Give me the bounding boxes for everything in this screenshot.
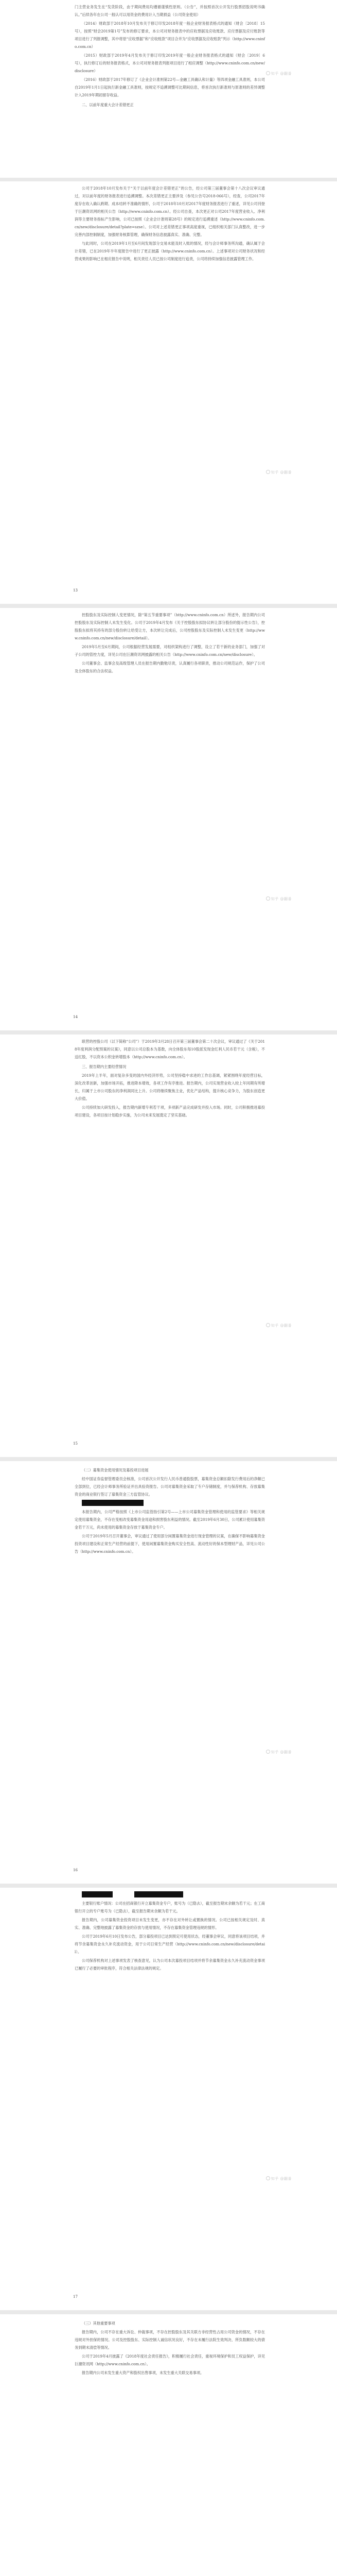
paragraph: 门主营业务发生在“发货阶段，由于期间费用均遵循谨慎性原则。（公告”，并按照首次公开发行股票招股说明书确认。”后续各年在公司一般认可以用资金的费用计入当期损益（公司资金使用） <box>75 5 265 17</box>
page-number: 17 <box>73 2295 78 2299</box>
page-number: 15 <box>73 1442 78 1446</box>
section-heading: （三）其他重要事项 <box>82 2321 115 2326</box>
zhihu-watermark-icon <box>266 2176 270 2180</box>
watermark-text: 知乎 @翻番 <box>271 2177 292 2181</box>
watermark <box>266 71 292 76</box>
section-heading: 三、报告期内主要经营情况 <box>82 1064 127 1069</box>
section-heading: （二）募集资金使用情况及募投项目进展 <box>82 1468 149 1472</box>
watermark-text: 知乎 @翻番 <box>271 470 292 474</box>
document-page <box>0 0 337 178</box>
watermark <box>266 1323 292 1328</box>
paragraph: 经中国证券监督管理委员会核准，公司首次公开发行人民币普通股股票，募集资金总额扣除发行费用后的净额已全部到位，已经会计师事务所验证并出具验资报告。公司对募集资金采取了专户存储制度，并与保荐机构、存放募集资金的商业银行签订了募集资金三方监管协议。 <box>75 1477 265 1497</box>
paragraph: （2014）财政部于2018年10月发布关于修订印发2018年度一般企业财务报表格式的通知（财会〔2018〕15号），按照“财会2019第1号”发布的修订要求，本公司对财务报表中的应收票据及应收账款、应付票据及应付账款等项目进行了列报调整，其中将原“应收票据”和“应收账款”项目合并为“应收票据及应收账款”列示（http://www.cninfo.com.cn） <box>75 21 265 49</box>
document-page <box>0 1888 337 2310</box>
page-number: 13 <box>73 588 78 592</box>
paragraph: 公司于2019年6月10日发布公告，部分募投项目已达到预定可使用状态，经董事会审议，同意将该项目结项，并将节余募集资金永久补充流动资金，用于公司日常生产经营（http://www.cninfo.com.cn/new/disclosure/detail）。 <box>75 1934 265 1954</box>
paragraph: 联营的控股公司（以下简称“公司”）于2019年3月28日召开第三届董事会第二十次会议，审议通过了《关于2018年度利润分配预案的议案》，同意以公司总股本为基数，向全体股东每10股派发现金红利人民币若干元（含税），不送红股，不以资本公积金转增股本（http://www.cninfo.com.cn）。 <box>75 1039 265 1059</box>
watermark <box>266 470 292 475</box>
watermark-text: 知乎 @翻番 <box>271 72 292 76</box>
zhihu-watermark-icon <box>266 470 270 474</box>
document-page <box>0 1035 337 1457</box>
paragraph: （2016）财政部于2017年修订了《企业会计准则第22号—金融工具确认和计量》等四项金融工具准则，本公司自2019年1月1日起执行新金融工具准则，按规定不追溯调整可比期间信息，将首次执行新准则与原准则的差异调整计入2019年期初留存收益。 <box>75 77 265 97</box>
redacted-block <box>134 1891 183 1897</box>
document-page <box>0 1461 337 1884</box>
paragraph: 报告期内公司未发生重大资产和股权出售事项，未发生重大关联交易事项。 <box>82 2370 204 2375</box>
paragraph: 2019年5月至6月期间，公司根据经营发展需要，对组织架构进行了调整，设立了若干新的业务部门，加强了对子公司的管控力度，详见公司在巨潮资讯网披露的相关公告（http://www.cninfo.com.cn/new/disclosure）。 <box>75 645 265 657</box>
redacted-block <box>82 1500 144 1506</box>
watermark <box>266 1750 292 1755</box>
paragraph: 公司保荐机构对上述事项发表了核查意见，认为公司本次募投项目结项并将节余募集资金永久补充流动资金事项已履行了必要的审批程序，符合相关法律法规的规定。 <box>75 1958 265 1971</box>
paragraph: 公司董事会、监事会及高级管理人员在报告期内勤勉尽责，认真履行各项职责，推动公司规范运作，保护了公司及全体股东的合法权益。 <box>75 661 265 673</box>
watermark-text: 知乎 @翻番 <box>271 897 292 901</box>
watermark <box>266 896 292 902</box>
watermark <box>266 2176 292 2181</box>
watermark-text: 知乎 @翻番 <box>271 1324 292 1328</box>
paragraph: 公司于2019年5月召开董事会，审议通过了使用部分闲置募集资金进行现金管理的议案，在确保不影响募集资金投资项目建设和正常生产经营的前提下，使用闲置募集资金购买安全性高、流动性好的保本型理财产品，详见公司公告（http://www.cninfo.com.cn）。 <box>75 1534 265 1554</box>
paragraph <box>75 1499 265 1507</box>
page-number: 16 <box>73 1868 78 1872</box>
document-page <box>0 2314 337 2576</box>
paragraph: 公司持续加大研发投入，报告期内新增专利若干项，多项新产品完成研发并投入市场。同时，公司积极推进募投项目建设，各项目按计划稳步实施，为公司未来发展奠定了坚实基础。 <box>75 1105 265 1117</box>
paragraph: 主要银行账户情况：公司在招商银行开立募集资金专户，账号为（已隐去），截至报告期末余额为若干元；在工商银行开立的专户账号为（已隐去），截至报告期末余额为若干元。 <box>75 1901 265 1913</box>
document-page <box>0 608 337 1030</box>
paragraph: 本报告期内，公司严格按照《上市公司监管指引第2号——上市公司募集资金管理和使用的监管要求》等相关规定使用募集资金，不存在变相改变募集资金用途和损害股东利益的情况。截至2019年6月30日，公司累计使用募集资金若干万元，尚未使用的募集资金存放于募集资金专户。 <box>75 1510 265 1530</box>
paragraph: 公司于2019年4月披露了《2018年度社会责任报告》，积极履行社会责任，重视环境保护和员工权益保护，详见巨潮资讯网（http://www.cninfo.com.cn）。 <box>75 2354 265 2366</box>
paragraph: 公司于2018年10月发布关于“关于以前年度会计差错更正”的公告，经公司第三届董事会第十八次会议审议通过，对以前年度的财务报表进行追溯调整。本次差错更正主要涉及（参见公告号2018-066号），经查，公司2017年度存在收入确认跨期、成本结转不准确的情形，公司于2018年10月对2017年度财务报表进行了重述，详见公司刊登于巨潮资讯网的相关公告（http://www.cninfo.com.cn）。经公司自查，本次更正对公司2017年度营业收入、净利润等主要财务指标产生影响，公司已按照《企业会计准则第28号》的规定进行追溯重述（http://www.cninfo.com.cn/new/disclosure/detail?plate=szse）。公司对上述差错更正事项高度重视，已组织相关部门认真整改，进一步完善内部控制制度，加强财务核算管理，确保财务信息披露真实、准确、完整。 <box>75 186 265 237</box>
page-number: 14 <box>73 1015 78 1019</box>
paragraph: （2015）财政部于2019年4月发布关于修订印发2019年度一般企业财务报表格式的通知（财会〔2019〕6号），执行修订后的财务报表格式，本公司对财务报表列报项目进行了相应调整（http://www.cninfo.com.cn/new/disclosure） <box>75 53 265 73</box>
zhihu-watermark-icon <box>266 71 270 75</box>
document-page <box>0 181 337 604</box>
paragraph: 2019年上半年，面对复杂多变的国内外经济形势，公司坚持稳中求进的工作总基调，紧紧围绕年度经营目标，深化改革创新，加强市场开拓，推进降本增效，各项工作有序推进。报告期内，公司实现营业收入较上年同期有所增长，归属于上市公司股东的净利润同比上升。公司将继续聚焦主业，优化产品结构，提升核心竞争力，为股东创造更大价值。 <box>75 1073 265 1101</box>
watermark-text: 知乎 @翻番 <box>271 1750 292 1754</box>
paragraph: 控股股东及实际控制人变更情况，除“第五节重要事项”（http://www.cninfo.com.cn）所述外，报告期内公司控股股东及实际控制人未发生变化。公司于2019年4月发布《关于控股股东拟协议转让部分股份的提示性公告》，控股股东拟将其持有的部分股份转让给受让方，本次转让完成后，公司控股股东及实际控制人未发生变更（http://www.cninfo.com.cn/new/disclosure/detail）。 <box>75 613 265 640</box>
zhihu-watermark-icon <box>266 1323 270 1327</box>
section-heading: 二、以前年度重大会计差错更正 <box>82 103 134 107</box>
zhihu-watermark-icon <box>266 896 270 901</box>
paragraph: 报告期内，公司募集资金投资项目未发生变更，亦不存在对外转让或置换的情况。公司已按相关规定及时、真实、准确、完整地披露了募集资金的存放与使用情况，不存在募集资金管理违规的情形。 <box>75 1918 265 1930</box>
paragraph <box>75 1891 265 1899</box>
paragraph: 报告期内，公司不存在重大诉讼、仲裁事项，不存在控股股东及其关联方非经营性占用公司资金的情况，不存在违规对外担保的情况。公司及控股股东、实际控制人诚信状况良好，不存在未履行法院生效判决、所负数额较大的债务到期未清偿等情况。 <box>75 2330 265 2350</box>
redacted-block <box>82 1891 113 1897</box>
zhihu-watermark-icon <box>266 1750 270 1754</box>
paragraph: 与此同时，公司在2019年1月至6月间发现部分交易未能及时入账的情况，经与会计师事务所沟通，确认属于会计差错，已在2019年半年度报告中进行了更正披露（http://www.cninfo.com.cn）。上述事项对公司财务状况和经营成果的影响已在相应报告中说明，相关责任人员已按公司制度进行追责，公司将持续加强信息披露管理工作。 <box>75 241 265 261</box>
